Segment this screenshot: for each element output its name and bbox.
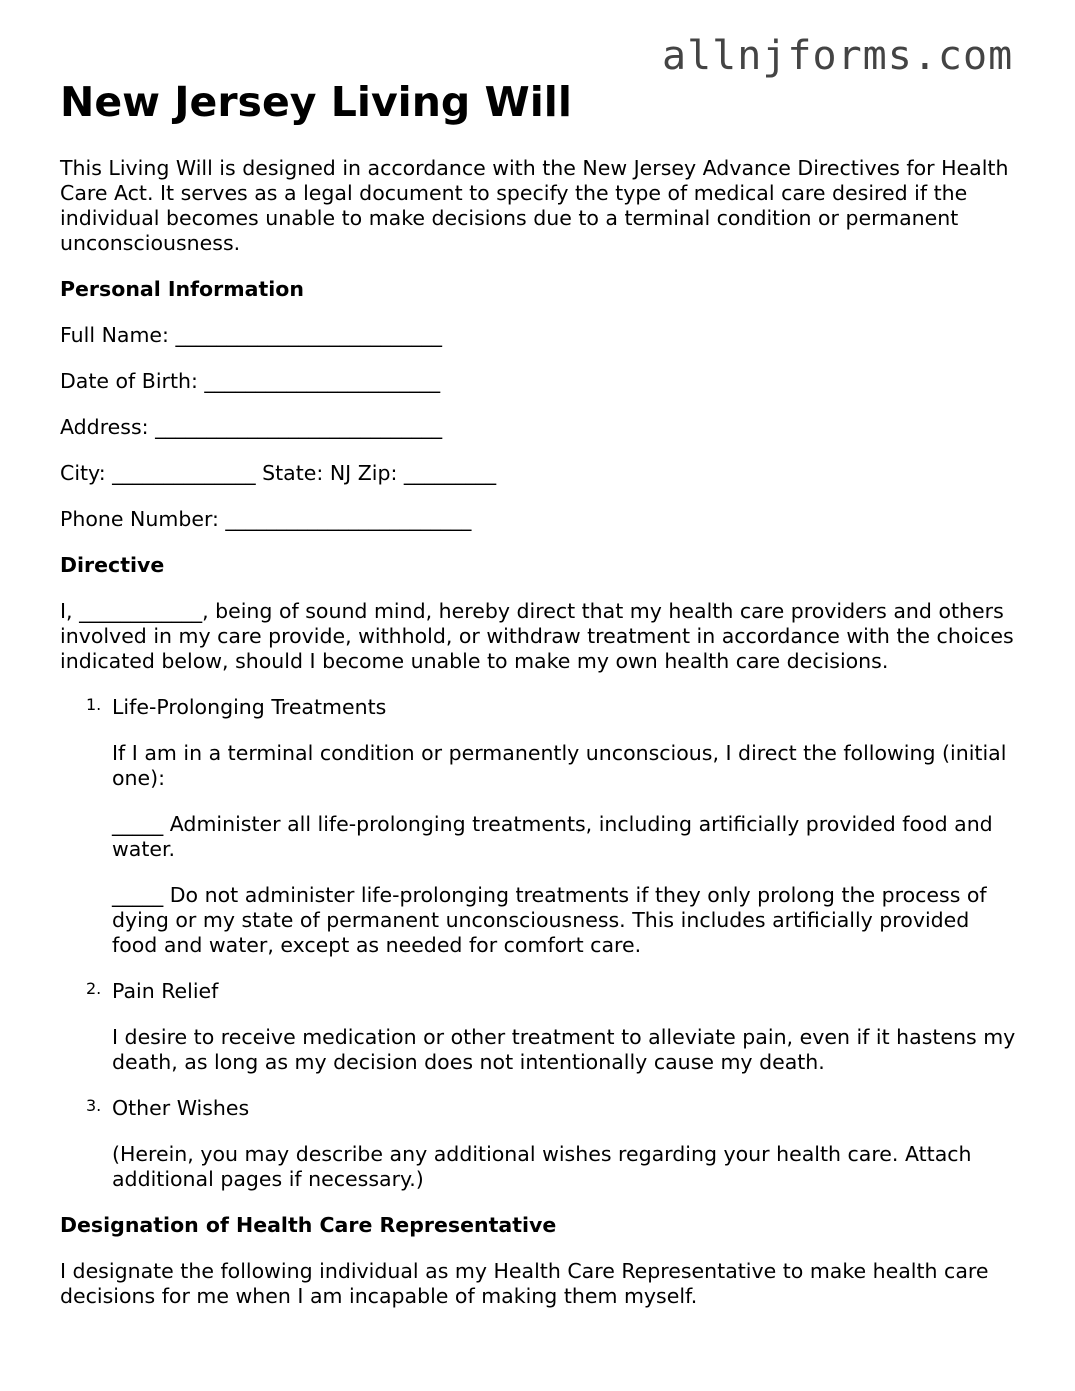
document-page [60, 74, 1020, 1309]
list-item-pain-relief [60, 979, 1020, 1004]
representative-heading: Designation of Health Care Representative [60, 1213, 557, 1237]
directive-paragraph: I, ____________, being of sound mind, hereby direct that my health care providers and others involved in my care provide, withhold, or withdraw treatment in accordance with the choices indicated below, should I become unable to make my own health care decisions. [60, 599, 1014, 673]
document-title: New Jersey Living Will [60, 78, 572, 126]
full-name-field: Full Name: __________________________ [60, 323, 442, 347]
phone-number-field: Phone Number: ________________________ [60, 507, 472, 531]
list-item-other-wishes [60, 1096, 1020, 1121]
representative-paragraph: I designate the following individual as my Health Care Representative to make health care decisions for me when I am incapable of making them myself. [60, 1259, 989, 1308]
personal-information-heading: Personal Information [60, 277, 304, 301]
city-state-zip-field: City: ______________ State: NJ Zip: _________ [60, 461, 497, 485]
option-do-not-administer: _____ Do not administer life-prolonging treatments if they only prolong the process of dying or my state of permanent unconsciousness. This includes artificially provided food and water, except as needed for comfort care. [112, 883, 987, 957]
address-field: Address: ____________________________ [60, 415, 443, 439]
list-number: 1. [86, 695, 102, 714]
directive-heading: Directive [60, 553, 165, 577]
watermark-logo-text: allnjforms.com [662, 33, 1014, 79]
intro-paragraph: This Living Will is designed in accordance with the New Jersey Advance Directives for Health Care Act. It serves as a legal document to specify the type of medical care desired if the individual becomes unable to make decisions due to a terminal condition or permanent unconsciousness. [60, 156, 1009, 255]
option-administer-all: _____ Administer all life-prolonging treatments, including artificially provided food and water. [112, 812, 993, 861]
pain-relief-paragraph: I desire to receive medication or other treatment to alleviate pain, even if it hastens my death, as long as my decision does not intentionally cause my death. [112, 1025, 1016, 1074]
life-prolonging-instruction: If I am in a terminal condition or permanently unconscious, I direct the following (initial one): [112, 741, 1007, 790]
list-number: 3. [86, 1096, 102, 1115]
other-wishes-paragraph: (Herein, you may describe any additional wishes regarding your health care. Attach additional pages if necessary.) [112, 1142, 972, 1191]
list-item-title: Pain Relief [112, 979, 219, 1003]
list-item-life-prolonging [60, 695, 1020, 720]
treatment-list [60, 695, 1020, 1192]
list-item-title: Other Wishes [112, 1096, 250, 1120]
list-item-title: Life-Prolonging Treatments [112, 695, 387, 719]
date-of-birth-field: Date of Birth: _______________________ [60, 369, 441, 393]
list-number: 2. [86, 979, 102, 998]
